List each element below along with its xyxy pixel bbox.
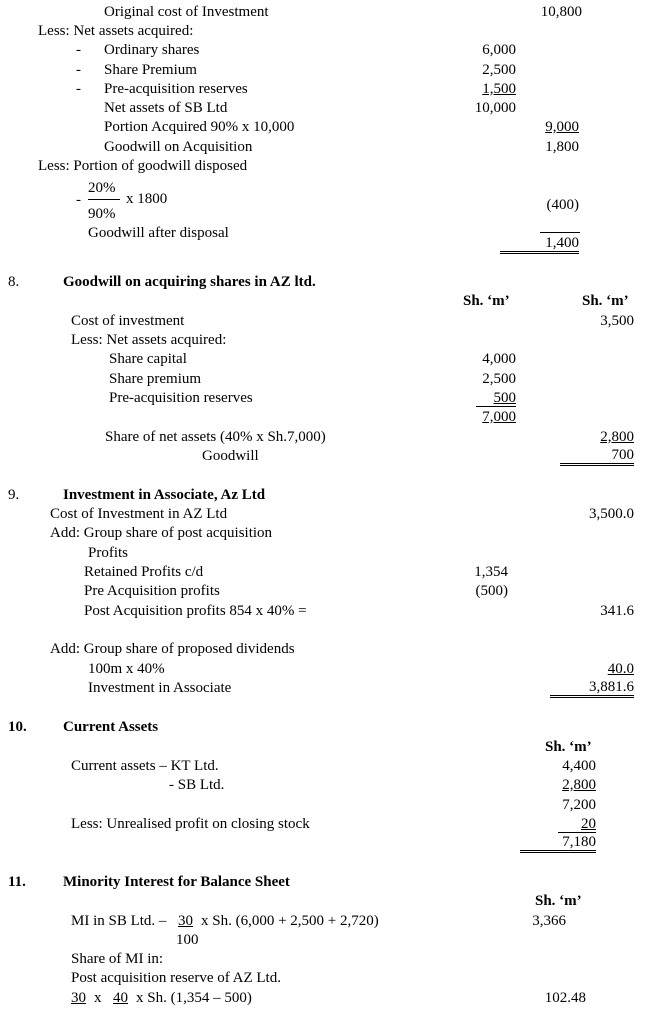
fraction-numerator: 20% bbox=[88, 180, 116, 196]
profits-label: Profits bbox=[88, 545, 129, 561]
rule-line bbox=[558, 832, 596, 833]
goodwill-on-acq-label: Goodwill on Acquisition bbox=[104, 139, 253, 155]
net-assets-sb-value: 10,000 bbox=[474, 100, 516, 116]
rule-line bbox=[540, 232, 580, 233]
retained-profits-value: 1,354 bbox=[474, 564, 508, 580]
section-10-title: Current Assets bbox=[63, 719, 159, 735]
investment-associate-label: Investment in Associate bbox=[88, 680, 232, 696]
column-header: Sh. ‘m’ bbox=[582, 293, 629, 309]
pre-acq-reserves-value: 1,500 bbox=[482, 81, 516, 97]
column-header: Sh. ‘m’ bbox=[535, 893, 582, 909]
cost-value: 3,500 bbox=[600, 313, 634, 329]
goodwill-label: Goodwill bbox=[202, 448, 259, 464]
post-acq-profits-value: 341.6 bbox=[600, 603, 634, 619]
dash-bullet: - bbox=[76, 192, 81, 208]
pre-acq-reserves-label: Pre-acquisition reserves bbox=[104, 81, 248, 97]
dash-bullet: - bbox=[76, 62, 81, 78]
goodwill-on-acq-value: 1,800 bbox=[545, 139, 579, 155]
share-of-mi-label: Share of MI in: bbox=[71, 951, 164, 967]
mi-sb-value: 3,366 bbox=[532, 913, 566, 929]
less-net-assets-label: Less: Net assets acquired: bbox=[38, 23, 194, 39]
current-assets-subtotal: 7,200 bbox=[562, 797, 596, 813]
share-premium-value: 2,500 bbox=[482, 371, 516, 387]
retained-profits-label: Retained Profits c/d bbox=[84, 564, 204, 580]
dash-bullet: - bbox=[76, 42, 81, 58]
mi-sb-prefix: MI in SB Ltd. – bbox=[71, 913, 167, 929]
add-dividends-label: Add: Group share of proposed dividends bbox=[50, 641, 295, 657]
column-header: Sh. ‘m’ bbox=[463, 293, 510, 309]
calc-expression: x Sh. (1,354 – 500) bbox=[136, 990, 252, 1006]
less-unrealised-value: 20 bbox=[581, 816, 596, 832]
original-cost-label: Original cost of Investment bbox=[104, 4, 269, 20]
cost-label: Cost of Investment in AZ Ltd bbox=[50, 506, 228, 522]
share-premium-label: Share Premium bbox=[104, 62, 197, 78]
calc-times: x bbox=[94, 990, 102, 1006]
portion-acquired-label: Portion Acquired 90% x 10,000 bbox=[104, 119, 295, 135]
calc-fraction-b: 40 bbox=[113, 990, 128, 1006]
cost-value: 3,500.0 bbox=[589, 506, 634, 522]
less-unrealised-label: Less: Unrealised profit on closing stock bbox=[71, 816, 310, 832]
section-8-title: Goodwill on acquiring shares in AZ ltd. bbox=[63, 274, 316, 290]
add-group-share-label: Add: Group share of post acquisition bbox=[50, 525, 273, 541]
less-net-assets-label: Less: Net assets acquired: bbox=[71, 332, 227, 348]
ordinary-shares-value: 6,000 bbox=[482, 42, 516, 58]
dividends-value: 40.0 bbox=[607, 661, 634, 677]
goodwill-after-label: Goodwill after disposal bbox=[88, 225, 229, 241]
net-assets-sb-label: Net assets of SB Ltd bbox=[104, 100, 228, 116]
less-portion-label: Less: Portion of goodwill disposed bbox=[38, 158, 248, 174]
share-net-assets-label: Share of net assets (40% x Sh.7,000) bbox=[105, 429, 326, 445]
calc-fraction-a: 30 bbox=[71, 990, 86, 1006]
goodwill-value: 700 bbox=[560, 447, 634, 466]
current-assets-sb-value: 2,800 bbox=[562, 777, 596, 793]
portion-acquired-value: 9,000 bbox=[545, 119, 579, 135]
net-assets-subtotal: 7,000 bbox=[482, 409, 516, 425]
pre-acq-profits-label: Pre Acquisition profits bbox=[84, 583, 220, 599]
goodwill-after-value: 1,400 bbox=[500, 235, 579, 254]
rule-line bbox=[476, 406, 516, 407]
mi-fraction-denominator: 100 bbox=[176, 932, 199, 948]
calc-value: 102.48 bbox=[544, 990, 586, 1006]
fraction-denominator: 90% bbox=[88, 206, 116, 222]
current-assets-kt-value: 4,400 bbox=[562, 758, 596, 774]
section-9-title: Investment in Associate, Az Ltd bbox=[63, 487, 266, 503]
post-acq-profits-label: Post Acquisition profits 854 x 40% = bbox=[84, 603, 307, 619]
section-10-number: 10. bbox=[8, 719, 27, 735]
mi-fraction-numerator: 30 bbox=[178, 913, 193, 929]
pre-acq-label: Pre-acquisition reserves bbox=[109, 390, 253, 406]
section-11-number: 11. bbox=[8, 874, 26, 890]
pre-acq-profits-value: (500) bbox=[475, 583, 508, 599]
share-premium-label: Share premium bbox=[109, 371, 202, 387]
current-assets-total: 7,180 bbox=[520, 834, 596, 853]
column-header: Sh. ‘m’ bbox=[545, 739, 592, 755]
share-capital-value: 4,000 bbox=[482, 351, 516, 367]
section-11-title: Minority Interest for Balance Sheet bbox=[63, 874, 290, 890]
share-premium-value: 2,500 bbox=[482, 62, 516, 78]
current-assets-sb-label: - SB Ltd. bbox=[169, 777, 225, 793]
post-acq-reserve-label: Post acquisition reserve of AZ Ltd. bbox=[71, 970, 281, 986]
fraction-bar bbox=[88, 199, 120, 200]
disposed-value: (400) bbox=[546, 197, 579, 213]
section-9-number: 9. bbox=[8, 487, 20, 503]
pre-acq-value: 500 bbox=[493, 390, 516, 406]
mi-sb-calc: x Sh. (6,000 + 2,500 + 2,720) bbox=[201, 913, 379, 929]
share-net-assets-value: 2,800 bbox=[600, 429, 634, 445]
current-assets-kt-label: Current assets – KT Ltd. bbox=[71, 758, 219, 774]
dividends-calc-label: 100m x 40% bbox=[88, 661, 165, 677]
fraction-multiplier: x 1800 bbox=[126, 191, 168, 207]
original-cost-value: 10,800 bbox=[540, 4, 582, 20]
cost-label: Cost of investment bbox=[71, 313, 185, 329]
dash-bullet: - bbox=[76, 81, 81, 97]
investment-associate-value: 3,881.6 bbox=[550, 679, 634, 698]
share-capital-label: Share capital bbox=[109, 351, 187, 367]
ordinary-shares-label: Ordinary shares bbox=[104, 42, 200, 58]
section-8-number: 8. bbox=[8, 274, 20, 290]
